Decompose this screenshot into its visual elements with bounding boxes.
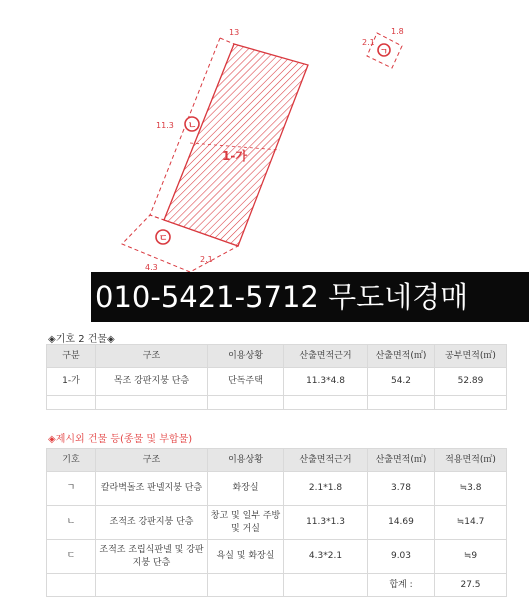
- table-cell: 3.78: [368, 472, 435, 506]
- table-cell: ㄴ: [47, 506, 96, 540]
- table-row-empty: [47, 396, 507, 410]
- header-cell: 적용면적(㎡): [435, 449, 507, 472]
- table-cell: 11.3*1.3: [284, 506, 368, 540]
- header-cell: 이용상황: [208, 449, 284, 472]
- table-cell: 조적조 조립식판넬 및 강판지붕 단층: [96, 540, 208, 574]
- table-cell: 4.3*2.1: [284, 540, 368, 574]
- table-cell: 단독주택: [208, 368, 284, 396]
- table-cell: ㄱ: [47, 472, 96, 506]
- dim-label-small-top: 1.8: [391, 27, 404, 36]
- header-cell: 산출면적(㎡): [368, 345, 435, 368]
- main-building-hatched: [164, 44, 308, 246]
- table-cell: 2.1*1.8: [284, 472, 368, 506]
- dim-label-left: 11.3: [156, 121, 174, 130]
- extra-building-table: [46, 448, 507, 597]
- table-header-row: [47, 449, 507, 472]
- table-row: [47, 540, 507, 574]
- header-cell: 산출면적근거: [284, 449, 368, 472]
- header-cell: 구분: [47, 345, 96, 368]
- table-header-row: [47, 345, 507, 368]
- table1-title: ◈기호 2 건물◈: [48, 334, 115, 345]
- table-cell: ㄷ: [47, 540, 96, 574]
- table-cell: 14.69: [368, 506, 435, 540]
- table-cell: 창고 및 일부 주방 및 거실: [208, 506, 284, 540]
- table-cell: ≒3.8: [435, 472, 507, 506]
- table-cell: 칼라벽돌조 판넬지붕 단층: [96, 472, 208, 506]
- header-cell: 기호: [47, 449, 96, 472]
- header-cell: 산출면적근거: [284, 345, 368, 368]
- header-cell: 공부면적(㎡): [435, 345, 507, 368]
- header-cell: 이용상황: [208, 345, 284, 368]
- building-label-main: 1-가: [222, 149, 247, 163]
- table2-title: ◈제시외 건물 등(종물 및 부합물): [48, 434, 193, 445]
- table-row: [47, 368, 507, 396]
- table-cell: 목조 강판지붕 단층: [96, 368, 208, 396]
- total-value: 27.5: [435, 574, 507, 597]
- table-cell: 조적조 강판지붕 단층: [96, 506, 208, 540]
- table-cell: ≒14.7: [435, 506, 507, 540]
- marker-c-label: ㄷ: [159, 234, 168, 244]
- dim-label-bottom-right: 2.1: [200, 255, 213, 264]
- phone-banner: 010-5421-5712 무도네경매: [91, 272, 529, 322]
- dim-label-top: 13: [229, 28, 240, 37]
- table-cell: 54.2: [368, 368, 435, 396]
- dim-label-bottom-left: 4.3: [145, 263, 158, 272]
- marker-b-label: ㄴ: [188, 121, 197, 131]
- building-area-table: [46, 344, 507, 410]
- header-cell: 구조: [96, 345, 208, 368]
- table-total-row: [47, 574, 507, 597]
- table-cell: 52.89: [435, 368, 507, 396]
- table-row: [47, 472, 507, 506]
- table-cell: 1-가: [47, 368, 96, 396]
- table-cell: 욕실 및 화장실: [208, 540, 284, 574]
- table-cell: ≒9: [435, 540, 507, 574]
- total-label: 합계 :: [368, 574, 435, 597]
- table-cell: 11.3*4.8: [284, 368, 368, 396]
- header-cell: 산출면적(㎡): [368, 449, 435, 472]
- table-row: [47, 506, 507, 540]
- marker-a-label: ㄱ: [380, 47, 388, 56]
- table-cell: 화장실: [208, 472, 284, 506]
- table-cell: 9.03: [368, 540, 435, 574]
- dim-label-small-left: 2.1: [362, 38, 375, 47]
- header-cell: 구조: [96, 449, 208, 472]
